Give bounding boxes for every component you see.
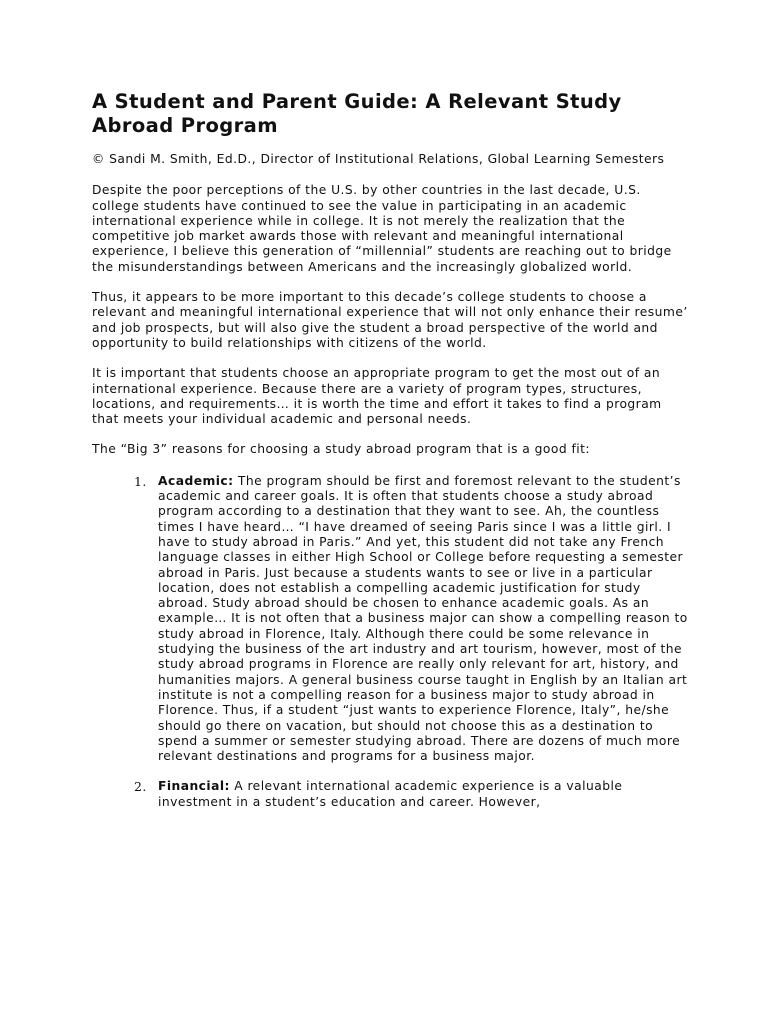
document-title: A Student and Parent Guide: A Relevant Study Abroad Program xyxy=(92,90,622,137)
list-item-text: The program should be first and foremost relevant to the student’s academic and career goals. It is often that students choose a study abroad program according to a destination that they want to see. Ah, the countless times I have heard… “I have dreamed of seeing Paris since I was a little girl. I have to study abroad in Paris.” And yet, this student did not take any French language classes in either High School or College before requesting a semester abroad in Paris. Just because a students wants to see or live in a particular location, does not establish a compelling academic justification for study abroad. Study abroad should be chosen to enhance academic goals. As an example… It is not often that a business major can show a compelling reason to study abroad in Florence, Italy. Although there could be some relevance in studying the business of the art industry and art tourism, however, most of the study abroad programs in Florence are really only relevant for art, history, and humanities majors. A general business course taught in English by an Italian art institute is not a compelling reason for a business major to study abroad in Florence. Thus, if a student “just wants to experience Florence, Italy”, he/she should go there on vacation, but should not choose this as a destination to spend a summer or semester studying abroad. There are dozens of much more relevant destinations and programs for a business major. xyxy=(158,473,688,764)
list-item-heading: Financial: xyxy=(158,779,230,794)
list-number: 2. xyxy=(134,779,147,795)
paragraph-intro: Despite the poor perceptions of the U.S. by other countries in the last decade, U.S. college students have continued to see the value in participating in an academic international experience while in college. It is not merely the realization that the competitive job market awards those with relevant and meaningful international experience, I believe this generation of “millennial” students are reaching out to bridge the misunderstandings between Americans and the increasingly globalized world. xyxy=(92,183,672,274)
document-page xyxy=(92,90,692,825)
reasons-list xyxy=(92,474,692,810)
paragraph-big-three-intro: The “Big 3” reasons for choosing a study abroad program that is a good fit: xyxy=(92,442,590,457)
author-byline: © Sandi M. Smith, Ed.D., Director of Institutional Relations, Global Learning Semesters xyxy=(92,152,665,166)
list-item-financial xyxy=(134,779,692,810)
paragraph-program-choice: It is important that students choose an appropriate program to get the most out of an international experience. Because there are a variety of program types, structures, locations, and requirements… it is worth the time and effort it takes to find a program that meets your individual academic and personal needs. xyxy=(92,366,662,427)
list-number: 1. xyxy=(134,473,147,489)
list-item-academic xyxy=(134,474,692,765)
paragraph-importance: Thus, it appears to be more important to this decade’s college students to choose a relevant and meaningful international experience that will not only enhance their resume’ and job prospects, but will also give the student a broad perspective of the world and opportunity to build relationships with citizens of the world. xyxy=(92,290,688,350)
list-item-heading: Academic: xyxy=(158,473,234,488)
list-item-text: A relevant international academic experience is a valuable investment in a student’s education and career. However, xyxy=(158,779,623,809)
